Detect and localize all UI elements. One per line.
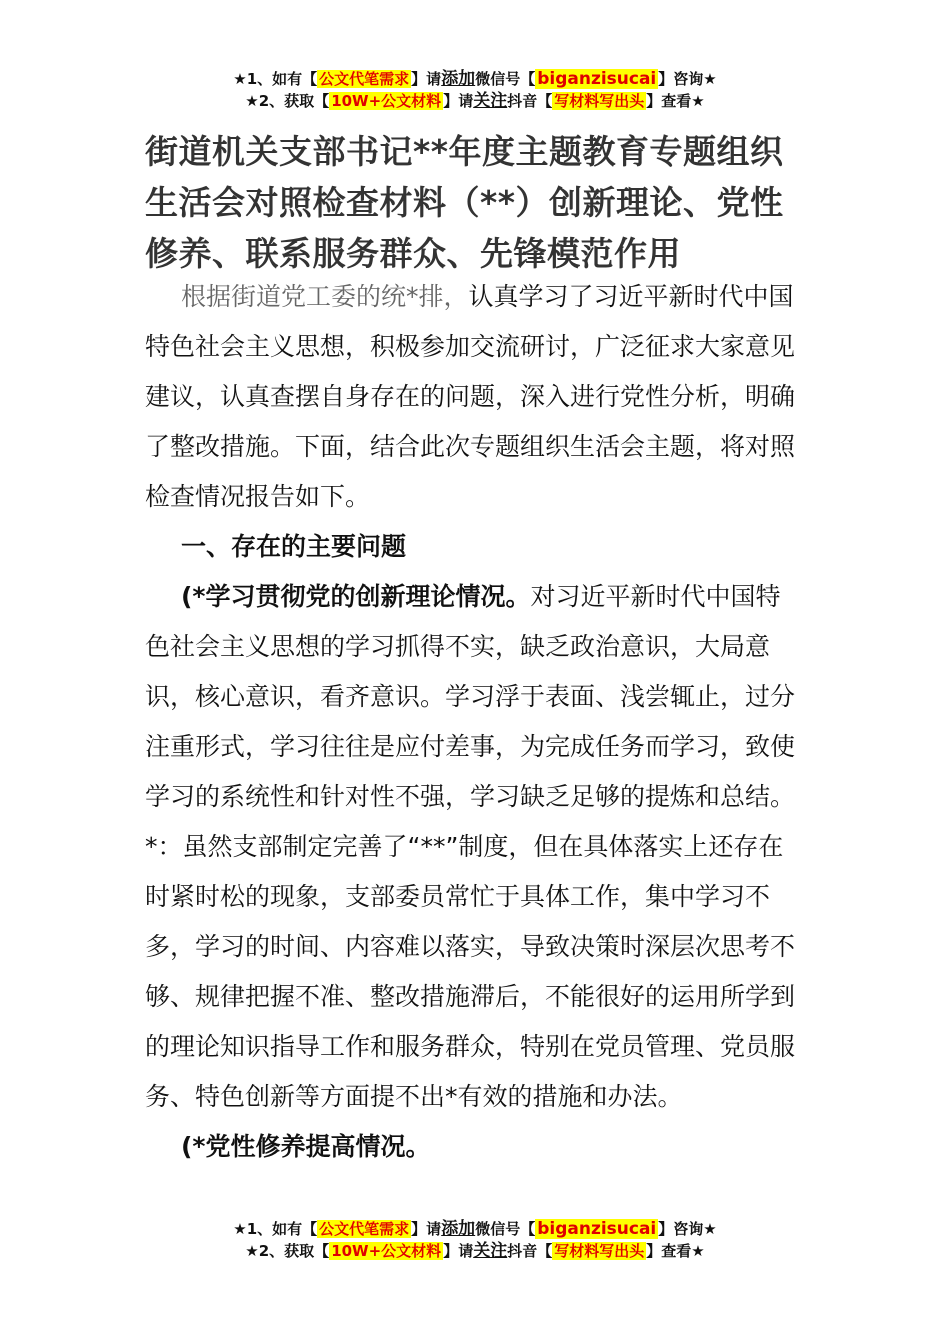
- highlight-text: 10W+公文材料: [331, 1242, 442, 1260]
- intro-text: 认真学习了习近平新时代中国特色社会主义思想，积极参加交流研讨，广泛征求大家意见建议，认真查摆自身存在的问题，深入进行党性分析，明确了整改措施。下面，结合此次专题组织生活会主题，将对照检查情况报告如下。: [145, 282, 796, 511]
- banner-text: 】咨询★: [658, 1220, 717, 1238]
- item-2-paragraph: [145, 1122, 805, 1172]
- banner-text: ★2、获取【: [245, 92, 330, 110]
- banner-line-1: [0, 1218, 950, 1240]
- douyin-id: 写材料写出头: [554, 92, 645, 110]
- underlined-text: 添加: [441, 69, 476, 89]
- intro-lead: 根据街道党工委的统*排，: [181, 282, 469, 311]
- douyin-id: 写材料写出头: [554, 1242, 645, 1260]
- wechat-id: biganzisucai: [537, 1219, 657, 1239]
- highlight-text: 10W+公文材料: [331, 92, 442, 110]
- banner-text: 微信号【: [475, 70, 536, 88]
- wechat-id: biganzisucai: [537, 69, 657, 89]
- intro-paragraph: [145, 272, 805, 522]
- item-1-paragraph: [145, 572, 805, 1122]
- underlined-text: 添加: [441, 1219, 476, 1239]
- item-2-label: (*党性修养提高情况。: [181, 1132, 431, 1161]
- banner-text: 】请: [411, 1220, 442, 1238]
- banner-text: 抖音【: [507, 1242, 553, 1260]
- banner-text: 】查看★: [646, 1242, 705, 1260]
- banner-text: 】咨询★: [658, 70, 717, 88]
- footer-banner: [0, 1218, 950, 1262]
- banner-text: ★1、如有【: [233, 1220, 318, 1238]
- banner-line-2: [0, 90, 950, 112]
- banner-text: 抖音【: [507, 92, 553, 110]
- underlined-text: 关注: [473, 1241, 508, 1261]
- banner-line-2: [0, 1240, 950, 1262]
- banner-text: 】请: [443, 92, 474, 110]
- banner-text: 】请: [411, 70, 442, 88]
- banner-text: 】请: [443, 1242, 474, 1260]
- banner-text: ★1、如有【: [233, 70, 318, 88]
- underlined-text: 关注: [473, 91, 508, 111]
- banner-text: 】查看★: [646, 92, 705, 110]
- document-body: [145, 272, 805, 1172]
- banner-text: ★2、获取【: [245, 1242, 330, 1260]
- document-title: 街道机关支部书记**年度主题教育专题组织生活会对照检查材料（**）创新理论、党性修养、联系服务群众、先锋模范作用: [145, 132, 784, 273]
- banner-line-1: [0, 68, 950, 90]
- highlight-text: 公文代笔需求: [319, 70, 410, 88]
- item-1-label: (*学习贯彻党的创新理论情况。: [181, 582, 531, 611]
- header-banner: [0, 68, 950, 112]
- banner-text: 微信号【: [475, 1220, 536, 1238]
- section-heading: 一、存在的主要问题: [181, 532, 407, 561]
- highlight-text: 公文代笔需求: [319, 1220, 410, 1238]
- item-1-text: 对习近平新时代中国特色社会主义思想的学习抓得不实，缺乏政治意识，大局意识，核心意识，看齐意识。学习浮于表面、浅尝辄止，过分注重形式，学习往往是应付差事，为完成任务而学习，致使学习的系统性和针对性不强，学习缺乏足够的提炼和总结。*：虽然支部制定完善了“**”制度，但在具体落实上还存在时紧时松的现象，支部委员常忙于具体工作，集中学习不多，学习的时间、内容难以落实，导致决策时深层次思考不够、规律把握不准、整改措施滞后，不能很好的运用所学到的理论知识指导工作和服务群众，特别在党员管理、党员服务、特色创新等方面提不出*有效的措施和办法。: [145, 582, 796, 1111]
